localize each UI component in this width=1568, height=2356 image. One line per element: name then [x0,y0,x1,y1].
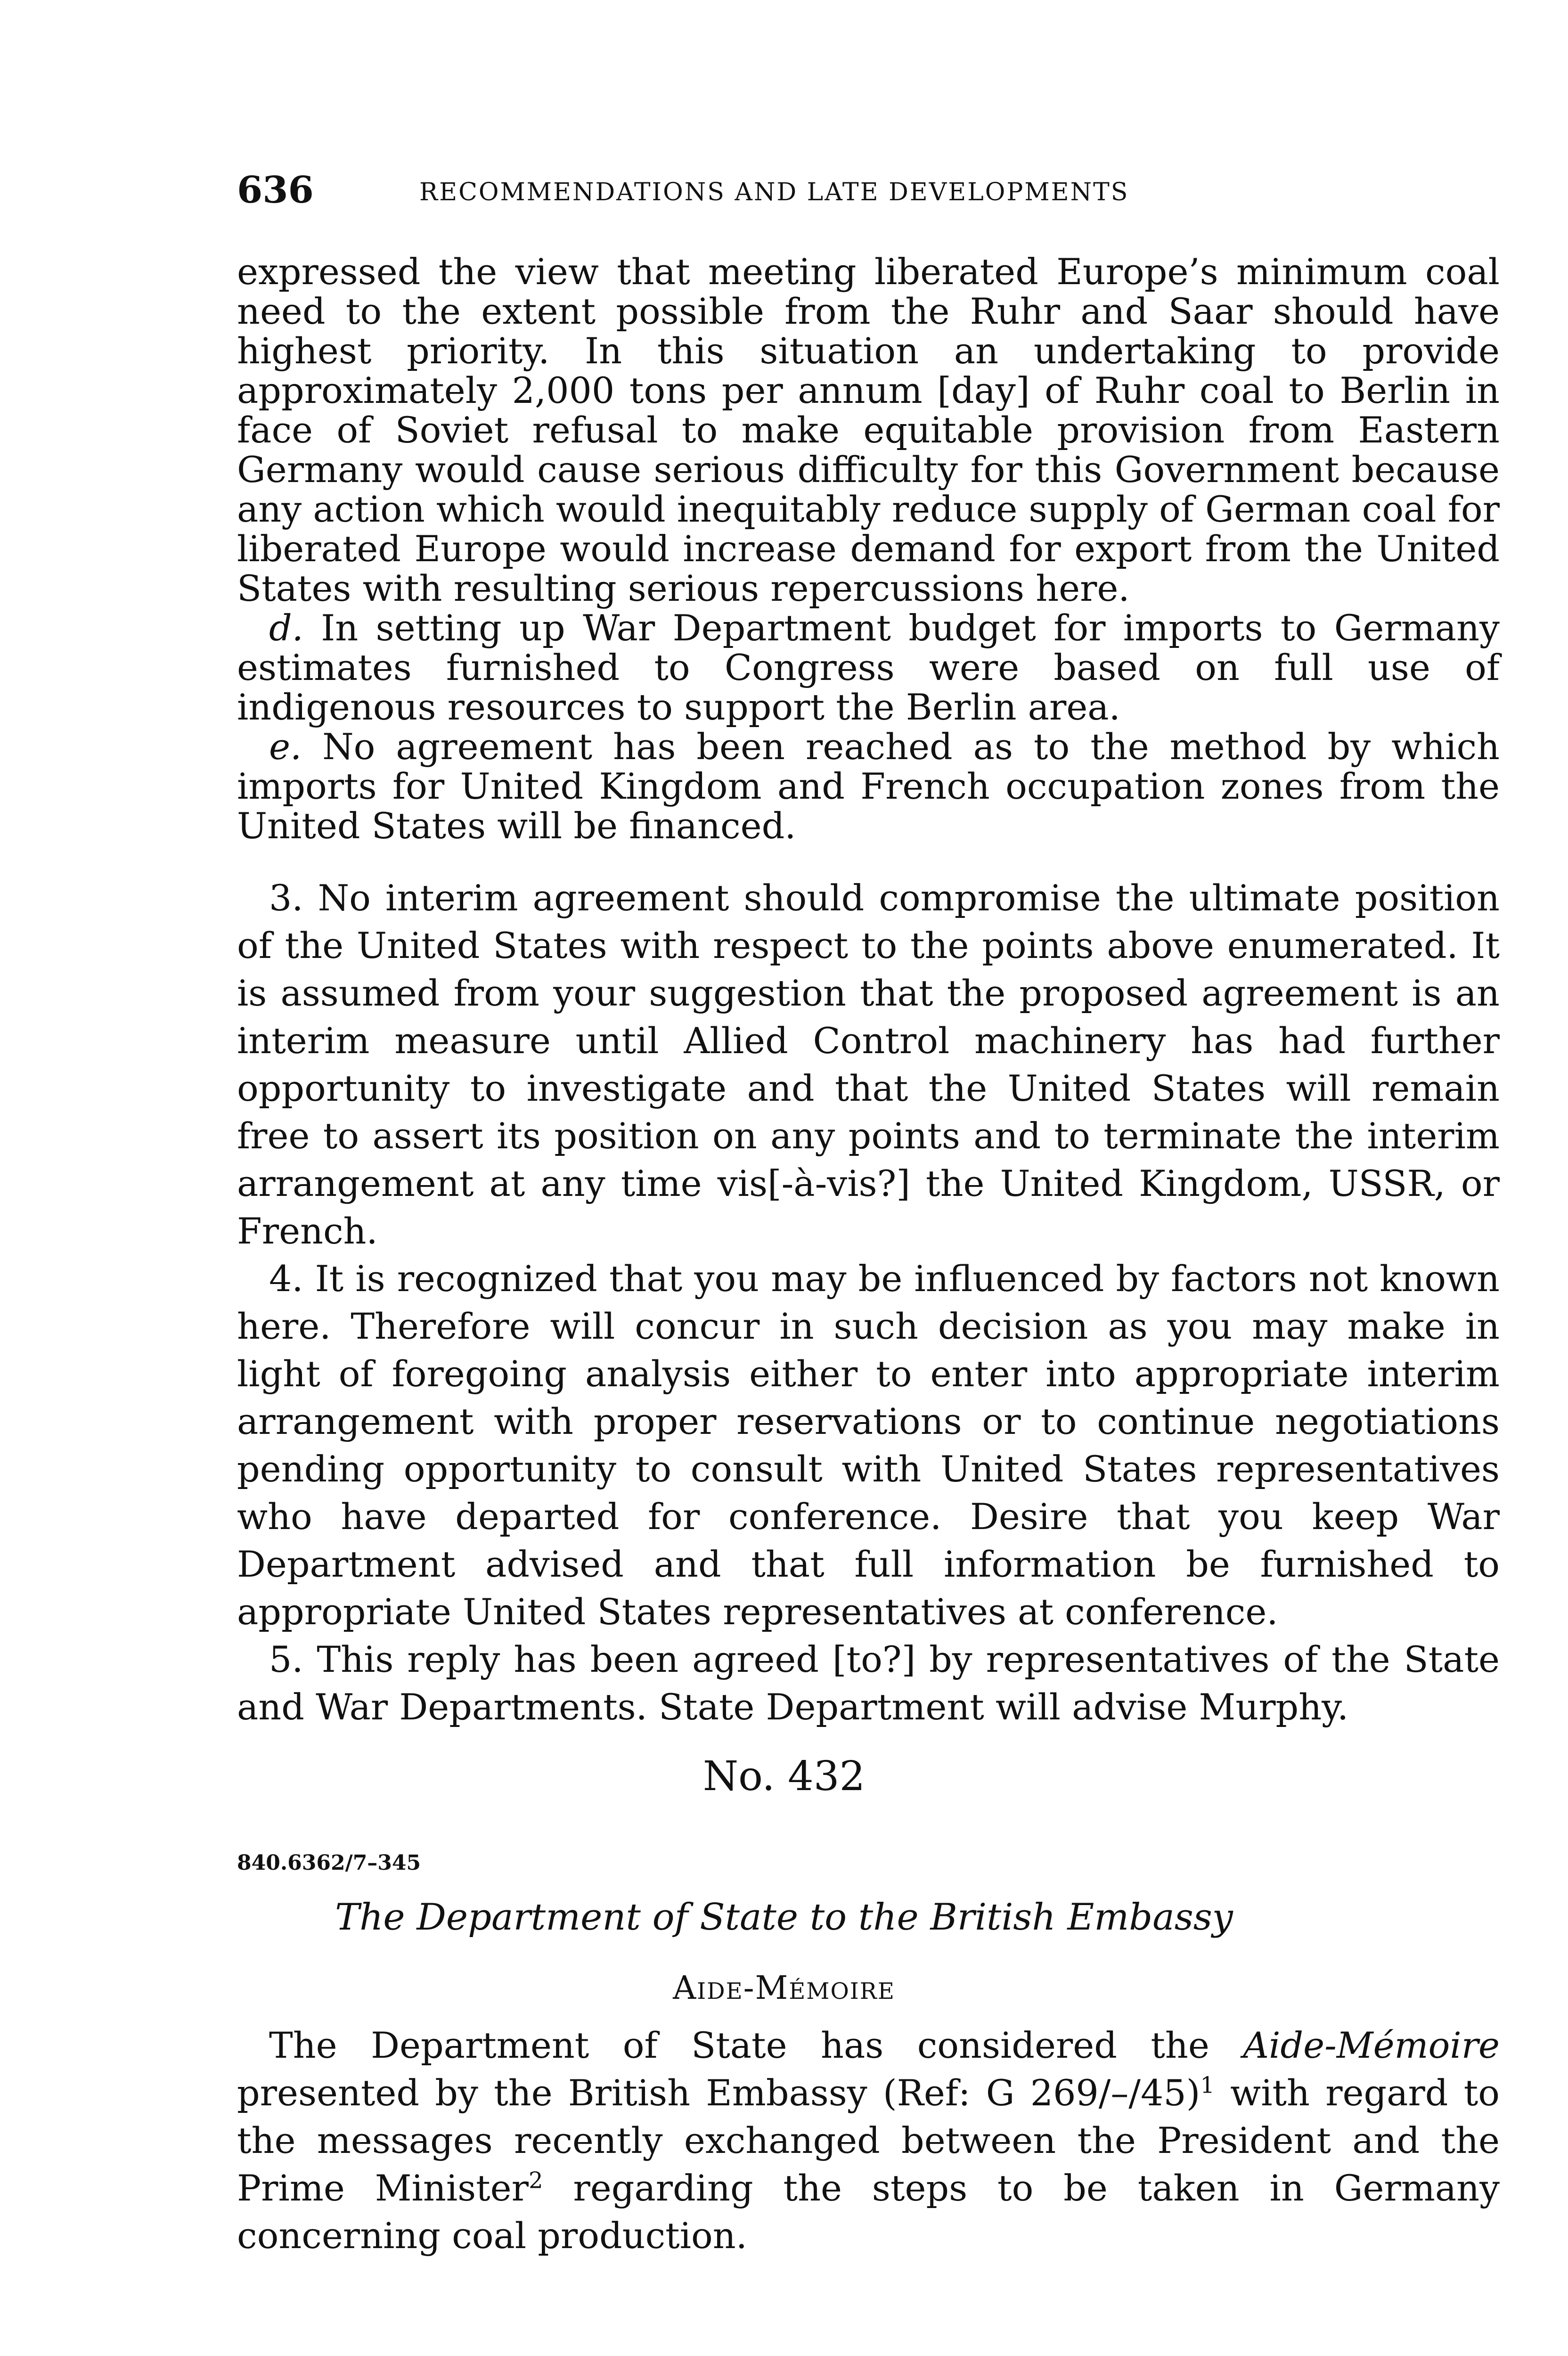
paragraph-3: 3. No interim agreement should compromise the ultimate position of the United States with respect to the points above enumerated. It is assumed from your suggestion that the proposed agreement is an interim measure until Allied Control machinery has had further opportunity to investigate and that the United States will remain free to assert its position on any points and to terminate the interim arrangement at any time vis[-à-vis?] the United Kingdom, USSR, or French. [237,877,1500,1252]
paragraph-4: 4. It is recognized that you may be influenced by factors not known here. Therefore will concur in such decision as you may make in light of foregoing analysis either to enter into appropriate interim arrangement with proper reservations or to continue negotiations pending opportunity to consult with United States representatives who have departed for conference. Desire that you keep War Department advised and that full information be furnished to appropriate United States representatives at conference. [237,1258,1500,1633]
running-head [237,169,1500,221]
footnote-ref-1: 1 [1200,2072,1215,2099]
intro-paragraph: expressed the view that meeting liberated Europe’s minimum coal need to the extent possible from the Ruhr and Saar should have highest priority. In this situation an undertaking to provide approximately 2,000 tons per annum [day] of Ruhr coal to Berlin in face of Soviet refusal to make equitable provision from Eastern Germany would cause serious difficulty for this Government because any action which would inequitably reduce supply of German coal for liberated Europe would increase demand for export from the United States with resulting serious repercussions here. [237,251,1500,609]
document-subtitle: Aide-Mémoire [673,1970,895,2007]
item-e-paragraph [237,727,1500,846]
item-e-label: e. [269,726,302,768]
item-d-text: In setting up War Department budget for imports to Germany estimates furnished to Congress were based on full use of indigenous resources to support the Berlin area. [237,607,1500,728]
aide-memoire-paragraph: The Department of State has considered the Aide-Mémoire presented by the British Embassy (Ref: G 269/–/45)$^1$ with regard to the messages recently exchanged between the President and the Prime Minister$^2$ regarding the steps to be taken in Germany concerning coal production. [237,2024,1500,2257]
item-e-text: No agreement has been reached as to the method by which imports for United Kingdom and French occupation zones from the United States will be financed. [237,726,1500,847]
document-title: The Department of State to the British Embassy [335,1896,1233,1939]
running-title: RECOMMENDATIONS AND LATE DEVELOPMENTS [419,178,1129,206]
numbered-paragraphs [237,874,1500,1731]
document-number: No. 432 [702,1753,866,1800]
aide-memoire-term: Aide-Mémoire [1243,2024,1500,2066]
item-d-label: d. [269,607,303,649]
page-number: 636 [237,169,314,212]
telegram-continuation [237,252,1500,869]
aide-memoire-body [237,2021,1500,2259]
item-d-paragraph [237,608,1500,727]
footnote-ref-2: 2 [528,2167,543,2194]
file-number: 840.6362/7–345 [237,1851,421,1875]
paragraph-5: 5. This reply has been agreed [to?] by representatives of the State and War Departments. State Department will advise Murphy. [237,1638,1500,1728]
